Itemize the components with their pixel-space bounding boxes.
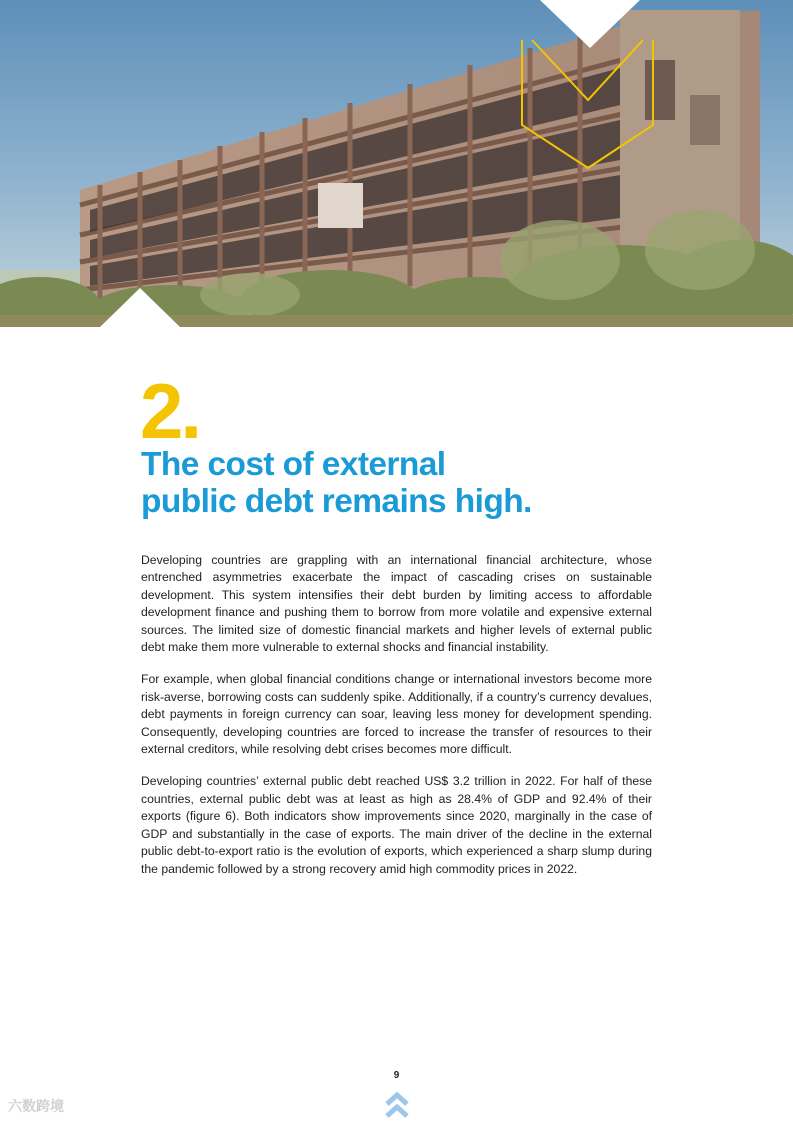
double-chevron-up-icon <box>384 1090 410 1127</box>
paragraph: Developing countries are grappling with an international financial architecture, whose entrenched asymmetries exacerbate the impact of cascading crises on sustainable development. This system intensifies their debt burden by limiting access to affordable development finance and pushing them to borrow from more volatile and expensive external sources. The limited size of domestic financial markets and higher levels of external public debt make them more vulnerable to external shocks and financial instability. <box>141 553 652 655</box>
section-title-line-1: The cost of external <box>141 446 446 483</box>
section-number: 2. <box>140 367 200 455</box>
hero-image <box>0 0 793 327</box>
paragraph: Developing countries’ external public debt reached US$ 3.2 trillion in 2022. For half of these countries, external public debt was at least as high as 28.4% of GDP and 92.4% of their exports (figure 6). Both indicators show improvements since 2020, marginally in the case of GDP and substantially in the case of exports. The main driver of the decline in the external public debt-to-export ratio is the evolution of exports, which experienced a sharp slump during the pandemic followed by a strong recovery amid high commodity prices in 2022. <box>141 774 652 876</box>
page-number: 9 <box>393 1070 400 1081</box>
body-text <box>141 552 652 893</box>
hero-illustration <box>0 0 793 327</box>
section-title <box>141 446 701 520</box>
paragraph: For example, when global financial conditions change or international investors become more risk-averse, borrowing costs can suddenly spike. Additionally, if a country’s currency devalues, debt payments in foreign currency can soar, leaving less money for development spending. Consequently, developing countries are forced to increase the transfer of resources to their external creditors, while resolving debt crises becomes more difficult. <box>141 672 652 757</box>
section-title-line-2: public debt remains high. <box>141 483 532 520</box>
watermark: 六数跨境 <box>8 1099 64 1115</box>
